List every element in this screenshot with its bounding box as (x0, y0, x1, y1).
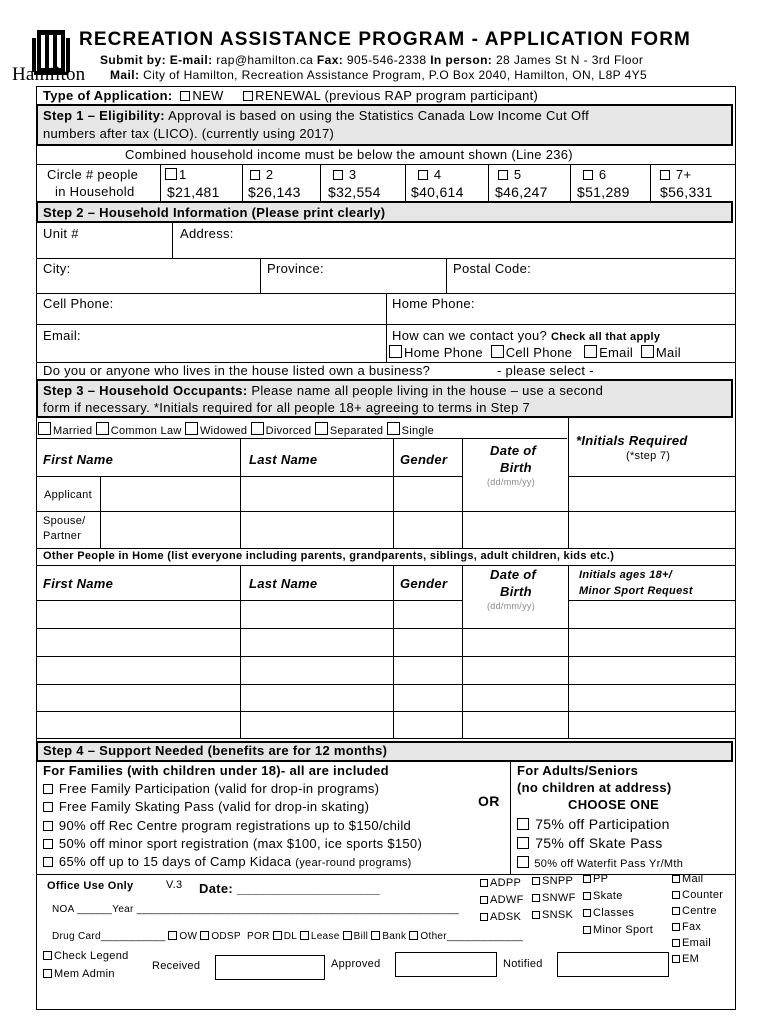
contact-mail-checkbox[interactable] (641, 345, 654, 358)
renewal-checkbox[interactable] (243, 91, 253, 101)
adults-heading-2: (no children at address) (517, 780, 672, 795)
col-initials-2: Minor Sport Request (579, 585, 693, 597)
people-6[interactable]: 6 (583, 167, 606, 182)
home-label: Home Phone: (392, 296, 475, 311)
amount-5: $46,247 (495, 184, 548, 200)
approved-field[interactable] (395, 952, 497, 977)
circle-label-2: in Household (55, 184, 135, 199)
family-benefit-4: 50% off minor sport registration (max $100, ice sports $150) (43, 836, 422, 851)
legend-col2: SNPP SNWF SNSK (532, 875, 576, 921)
col-last-name-2: Last Name (249, 576, 318, 591)
col-first-name-2: First Name (43, 576, 114, 591)
check-legend: Check Legend (43, 950, 129, 962)
contact-cell-checkbox[interactable] (491, 345, 504, 358)
email-address[interactable]: rap@hamilton.ca (216, 53, 314, 67)
drug-options: Drug Card___________ OW ODSP POR DL Lease Bill Bank Other_____________ (52, 931, 524, 942)
initials-step: (*step 7) (626, 450, 671, 462)
legend-col3: PP Skate Classes Minor Sport (583, 873, 653, 936)
amount-1: $21,481 (167, 184, 220, 200)
logo-text: Hamilton (12, 64, 86, 85)
family-benefit-5: 65% off up to 15 days of Camp Kidaca (year-round programs) (43, 854, 412, 869)
cell-label: Cell Phone: (43, 296, 114, 311)
email-label: E-mail: (169, 53, 213, 67)
col-initials-1: Initials ages 18+/ (579, 569, 673, 581)
new-option: NEW (192, 88, 224, 103)
people-2[interactable]: 2 (250, 167, 273, 182)
mail-address: City of Hamilton, Recreation Assistance Program, P.O Box 2040, Hamilton, ON, L8P 4Y5 (143, 68, 648, 82)
contact-email-checkbox[interactable] (584, 345, 597, 358)
business-question: Do you or anyone who lives in the house listed own a business? (43, 363, 431, 378)
circle-label-1: Circle # people (47, 167, 139, 182)
contact-options: Home Phone Cell Phone Email Mail (389, 345, 681, 360)
legend-col4: Mail Counter Centre Fax Email EM (672, 873, 723, 965)
type-label: Type of Application: (43, 88, 173, 103)
amount-3: $32,554 (328, 184, 381, 200)
adult-benefit-1: 75% off Participation (517, 816, 670, 832)
version-label: V.3 (166, 879, 183, 891)
col-gender: Gender (400, 452, 448, 467)
applicant-label: Applicant (44, 489, 92, 501)
adults-heading-3: CHOOSE ONE (568, 797, 660, 812)
province-label: Province: (267, 261, 324, 276)
other-people-heading: Other People in Home (list everyone including parents, grandparents, siblings, adult children, kids etc.) (43, 550, 615, 562)
married-checkbox[interactable] (38, 422, 51, 435)
city-label: City: (43, 261, 71, 276)
common-law-checkbox[interactable] (96, 422, 109, 435)
people-5[interactable]: 5 (498, 167, 521, 182)
mail-label: Mail: (110, 68, 140, 82)
mem-admin: Mem Admin (43, 968, 115, 980)
legend-col1: ADPP ADWF ADSK (480, 877, 524, 923)
initials-required: *Initials Required (576, 433, 688, 448)
in-person-address: 28 James St N - 3rd Floor (495, 53, 644, 67)
dob-format: (dd/mm/yy) (487, 477, 535, 487)
in-person-label: In person: (430, 53, 493, 67)
adult-benefit-2: 75% off Skate Pass (517, 835, 663, 851)
family-benefit-1: Free Family Participation (valid for drop-in programs) (43, 781, 379, 796)
or-label: OR (478, 793, 500, 809)
unit-label: Unit # (43, 226, 79, 241)
notified-field[interactable] (557, 952, 669, 977)
step1-text1: Approval is based on using the Statistics Canada Low Income Cut Off (168, 108, 590, 123)
family-benefit-3: 90% off Rec Centre program registrations up to $150/child (43, 818, 411, 833)
fax-label: Fax: (316, 53, 344, 67)
mail-info-line (110, 68, 647, 82)
separated-checkbox[interactable] (315, 422, 328, 435)
amount-7: $56,331 (660, 184, 713, 200)
address-label: Address: (180, 226, 234, 241)
email-field-label: Email: (43, 328, 81, 343)
step3-line1: Step 3 – Household Occupants: Please name all people living in the house – use a second (43, 383, 604, 398)
fax-number: 905-546-2338 (346, 53, 427, 67)
divorced-checkbox[interactable] (251, 422, 264, 435)
received-label: Received (152, 960, 201, 972)
col-dob-1: Date of (490, 443, 537, 458)
amount-2: $26,143 (248, 184, 301, 200)
new-checkbox[interactable] (180, 91, 190, 101)
people-3[interactable]: 3 (333, 167, 356, 182)
step4-heading: Step 4 – Support Needed (benefits are for 12 months) (43, 743, 388, 758)
adult-benefit-3: 50% off Waterfit Pass Yr/Mth (517, 856, 683, 870)
adults-heading-1: For Adults/Seniors (517, 763, 639, 778)
step1-text2: numbers after tax (LICO). (currently using 2017) (43, 126, 335, 141)
people-4[interactable]: 4 (418, 167, 441, 182)
amount-6: $51,289 (577, 184, 630, 200)
income-note: Combined household income must be below the amount shown (Line 236) (125, 147, 573, 162)
families-heading: For Families (with children under 18)- all are included (43, 763, 389, 778)
form-title: RECREATION ASSISTANCE PROGRAM - APPLICATION FORM (79, 29, 691, 50)
step1-line1 (43, 108, 589, 123)
dob-format-2: (dd/mm/yy) (487, 601, 535, 611)
renewal-option: RENEWAL (previous RAP program participant) (255, 88, 539, 103)
spouse-label-1: Spouse/ (43, 515, 86, 527)
postal-label: Postal Code: (453, 261, 532, 276)
col-dob-2b: Birth (500, 584, 532, 599)
people-1[interactable]: 1 (165, 167, 187, 182)
noa-line: NOA ______Year _______________________________________________________ (52, 904, 460, 915)
family-benefit-2: Free Family Skating Pass (valid for drop-in skating) (43, 799, 369, 814)
step3-text2: form if necessary. *Initials required for all people 18+ agreeing to terms in Step 7 (43, 400, 531, 415)
amount-4: $40,614 (411, 184, 464, 200)
business-select[interactable]: - please select - (497, 363, 594, 378)
approved-label: Approved (331, 958, 381, 970)
office-use-title: Office Use Only (47, 880, 134, 892)
col-dob-1b: Date of (490, 567, 537, 582)
spouse-label-2: Partner (43, 530, 82, 542)
notified-label: Notified (503, 958, 543, 970)
office-date: Date: ___________________ (199, 881, 380, 896)
single-checkbox[interactable] (387, 422, 400, 435)
col-first-name: First Name (43, 452, 114, 467)
submit-label: Submit by: (100, 53, 166, 67)
contact-home-checkbox[interactable] (389, 345, 402, 358)
contact-question: How can we contact you? Check all that apply (392, 328, 661, 343)
col-last-name: Last Name (249, 452, 318, 467)
step2-heading: Step 2 – Household Information (Please print clearly) (43, 205, 386, 220)
marital-status: Married Common Law Widowed Divorced Separated Single (38, 422, 434, 437)
people-7[interactable]: 7+ (660, 167, 691, 182)
step1-heading: Step 1 – Eligibility: (43, 108, 165, 123)
type-of-application (43, 88, 538, 103)
submit-info-line (100, 53, 643, 67)
col-dob-2: Birth (500, 460, 532, 475)
col-gender-2: Gender (400, 576, 448, 591)
received-field[interactable] (215, 955, 325, 980)
widowed-checkbox[interactable] (185, 422, 198, 435)
